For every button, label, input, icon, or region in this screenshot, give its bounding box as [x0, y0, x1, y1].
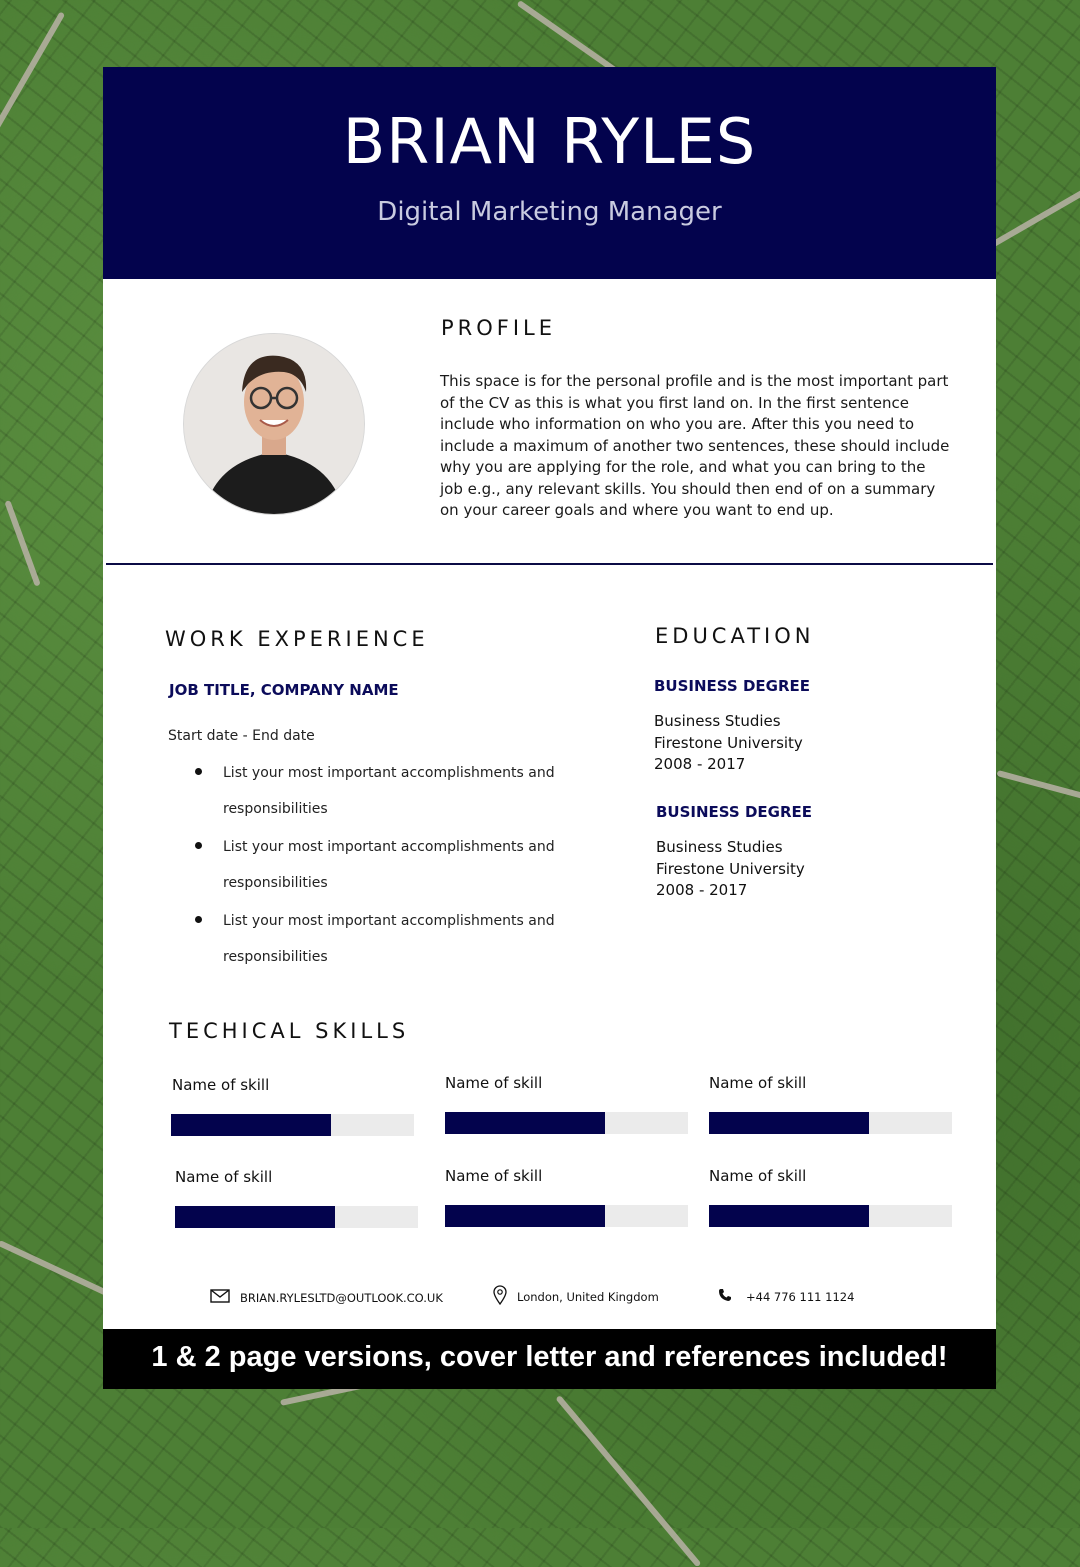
work-bullet-list — [195, 755, 555, 977]
education-subject: Business Studies — [654, 712, 781, 730]
skill-bar-fill — [445, 1205, 605, 1227]
education-degree: BUSINESS DEGREE — [654, 677, 811, 695]
skill-bar-fill — [171, 1114, 331, 1136]
work-experience-heading: WORK EXPERIENCE — [165, 627, 429, 651]
skill-bar — [709, 1205, 952, 1227]
email-text: BRIAN.RYLESLTD@OUTLOOK.CO.UK — [240, 1290, 443, 1305]
cv-header — [103, 67, 996, 279]
work-bullet: List your most important accomplishments and responsibilities — [195, 903, 555, 975]
contact-phone — [718, 1288, 854, 1305]
profile-heading: PROFILE — [441, 316, 557, 340]
work-dates: Start date - End date — [168, 728, 315, 744]
skill-bar — [709, 1112, 952, 1134]
promo-banner: 1 & 2 page versions, cover letter and references included! — [103, 1329, 996, 1389]
map-pin-icon — [493, 1285, 507, 1308]
skill-bar — [445, 1205, 688, 1227]
education-entry — [654, 677, 810, 776]
contact-email — [210, 1289, 443, 1306]
work-bullet: List your most important accomplishments and responsibilities — [195, 755, 555, 827]
work-bullet: List your most important accomplishments and responsibilities — [195, 829, 555, 901]
skills-heading: TECHICAL SKILLS — [169, 1019, 410, 1043]
skill-name: Name of skill — [445, 1167, 543, 1185]
skill-name: Name of skill — [709, 1074, 807, 1092]
skill-name: Name of skill — [175, 1168, 273, 1186]
phone-text: +44 776 111 1124 — [746, 1289, 855, 1304]
skill-bar — [445, 1112, 688, 1134]
skill-name: Name of skill — [445, 1074, 543, 1092]
education-heading: EDUCATION — [655, 624, 815, 648]
skill-bar — [175, 1206, 418, 1228]
profile-photo — [183, 333, 365, 515]
candidate-name: BRIAN RYLES — [342, 105, 757, 178]
education-years: 2008 - 2017 — [654, 755, 746, 773]
section-divider — [106, 563, 993, 565]
candidate-job-title: Digital Marketing Manager — [377, 197, 722, 227]
work-job-title: JOB TITLE, COMPANY NAME — [169, 681, 399, 699]
skill-name: Name of skill — [709, 1167, 807, 1185]
skill-bar — [171, 1114, 414, 1136]
skill-bar-fill — [445, 1112, 605, 1134]
skill-name: Name of skill — [172, 1076, 270, 1094]
profile-text: This space is for the personal profile and is the most important part of the CV as this is what you first land on. In the first sentence include who information on who you are. After this you need to include a maximum of another two sentences, these should include why you are applying for the role, and what you can bring to the job e.g., any relevant skills. You should then end of on a summary on your career goals and where you want to end up. — [440, 372, 950, 519]
education-school: Firestone University — [656, 859, 805, 878]
location-text: London, United Kingdom — [517, 1289, 659, 1304]
envelope-icon — [210, 1289, 230, 1306]
education-entry — [656, 803, 812, 902]
education-years: 2008 - 2017 — [656, 881, 748, 899]
skill-bar-fill — [709, 1112, 869, 1134]
education-degree: BUSINESS DEGREE — [656, 803, 813, 821]
education-subject: Business Studies — [656, 838, 783, 856]
contact-location — [493, 1285, 659, 1308]
skill-bar-fill — [709, 1205, 869, 1227]
cv-page — [103, 67, 996, 1389]
phone-icon — [718, 1288, 732, 1305]
skill-bar-fill — [175, 1206, 335, 1228]
education-school: Firestone University — [654, 733, 803, 752]
